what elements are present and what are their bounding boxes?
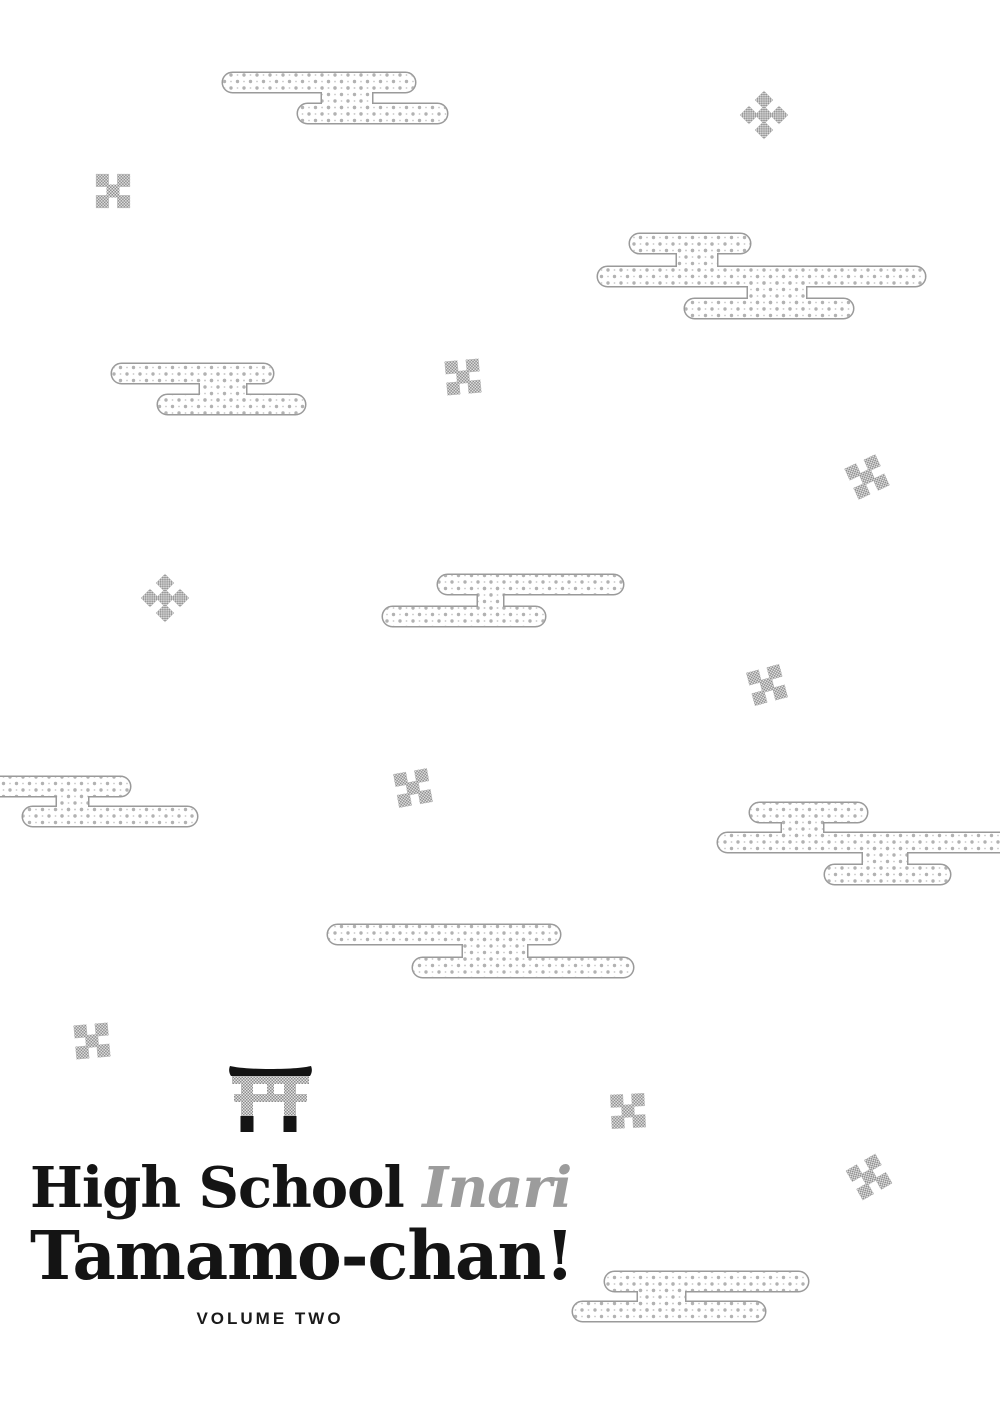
kasumi-cloud-motif (573, 1272, 808, 1321)
kasumi-cloud-motif (383, 575, 623, 626)
volume-label: VOLUME TWO (196, 1309, 344, 1328)
kasumi-cloud-motif (0, 777, 197, 826)
kasumi-cloud-motif (223, 73, 447, 123)
title-line-2: Tamamo-chan! (30, 1216, 574, 1295)
checkered-pinwheel-motif (839, 1147, 898, 1206)
torii-gakuzuka (267, 1084, 274, 1094)
kasumi-cloud-motif (598, 234, 925, 318)
checkered-pinwheel-motif (836, 446, 898, 508)
title-line-1 (30, 1155, 572, 1221)
checkered-pinwheel-motif (79, 157, 147, 225)
checkered-pinwheel-motif (379, 754, 446, 821)
kasumi-cloud-motif (328, 925, 633, 977)
checkered-pinwheel-motif (141, 574, 189, 622)
torii-gate-icon (228, 1066, 313, 1132)
torii-wrap (30, 1066, 510, 1138)
torii-kasagi (229, 1066, 312, 1076)
torii-foot-right (283, 1116, 296, 1132)
kasumi-cloud-motif (112, 364, 305, 414)
torii-foot-left (240, 1116, 253, 1132)
title-accent-text: Inari (422, 1155, 572, 1221)
checkered-pinwheel-motif (429, 343, 497, 411)
title-block (30, 1060, 574, 1329)
checkered-pinwheel-motif (594, 1077, 662, 1145)
title-main-text: High School (30, 1155, 423, 1221)
torii-nuki (234, 1094, 307, 1102)
kasumi-cloud-motif (718, 803, 1000, 884)
checkered-pinwheel-motif (734, 652, 800, 718)
checkered-pinwheel-motif (740, 91, 788, 139)
